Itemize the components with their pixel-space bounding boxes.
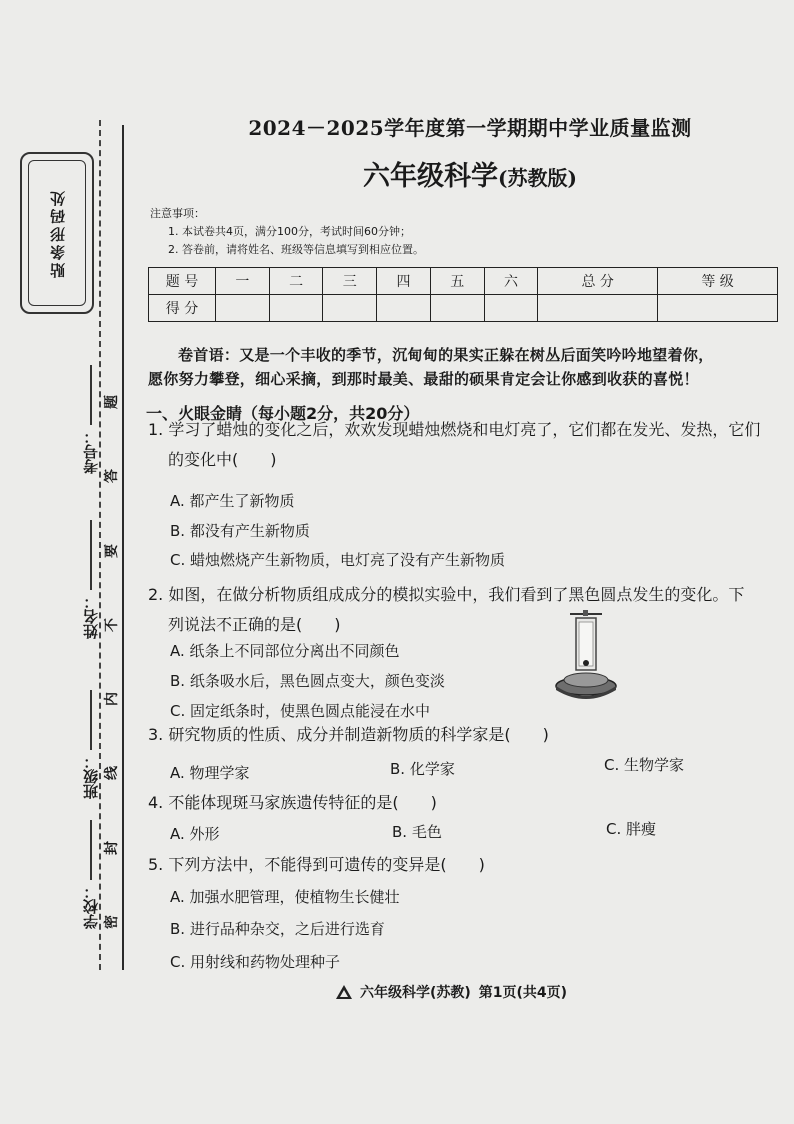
q1-option-a[interactable]: A. 都产生了新物质 [170,492,295,510]
margin-rule [122,125,124,970]
q4-option-a[interactable]: A. 外形 [170,825,220,843]
page-footer [336,982,567,1002]
q1-option-c[interactable]: C. 蜡烛燃烧产生新物质，电灯亮了没有产生新物质 [170,551,506,569]
school-label: 学校： [82,884,100,929]
q2-option-b[interactable]: B. 纸条吸水后，黑色圆点变大，颜色变淡 [170,672,445,690]
q4-option-c[interactable]: C. 胖瘦 [606,820,657,838]
q5-option-a[interactable]: A. 加强水肥管理，使植物生长健壮 [170,888,400,906]
q3-option-a[interactable]: A. 物理学家 [170,764,250,782]
class-field[interactable] [80,690,101,799]
exam-title: 2024－2025学年度第一学期期中学业质量监测 [248,116,692,140]
score-table [148,267,778,322]
question-4: 4. 不能体现斑马家族遗传特征的是( ) [148,793,437,812]
q1-option-b[interactable]: B. 都没有产生新物质 [170,522,310,540]
q5-option-c[interactable]: C. 用射线和药物处理种子 [170,953,341,971]
barcode-label-box [20,152,94,314]
question-5: 5. 下列方法中，不能得到可遗传的变异是( ) [148,855,485,874]
name-label: 姓名： [82,594,100,639]
publisher-logo-icon [336,985,352,999]
note-item: 1. 本试卷共4页，满分100分，考试时间60分钟； [168,225,411,238]
class-label: 班级： [82,754,100,799]
score-value-row: 得 分 [149,295,778,322]
q3-option-c[interactable]: C. 生物学家 [604,756,685,774]
school-field[interactable] [80,820,101,929]
question-1: 1. 学习了蜡烛的变化之后，欢欢发现蜡烛燃烧和电灯亮了，它们都在发光、发热，它们 的变化中( ) [148,420,761,469]
footer-page-number: 第1页(共4页) [478,985,568,1001]
subject-title: 六年级科学(苏教版) [363,161,577,192]
question-2: 2. 如图，在做分析物质组成成分的模拟实验中，我们看到了黑色圆点发生的变化。下 列说法不正确的是( ) [148,585,745,634]
note-item: 2. 答卷前，请将姓名、班级等信息填写到相应位置。 [168,243,424,256]
q2-option-a[interactable]: A. 纸条上不同部位分离出不同颜色 [170,642,400,660]
q3-option-b[interactable]: B. 化学家 [390,760,455,778]
q4-option-b[interactable]: B. 毛色 [392,823,442,841]
exam-number-field[interactable] [80,365,101,474]
preface: 卷首语：又是一个丰收的季节，沉甸甸的果实正躲在树丛后面笑吟吟地望着你， 愿你努力攀登，细心采摘，到那时最美、最甜的硕果肯定会让你感到收获的喜悦！ [148,346,714,388]
score-header-row: 题 号 一 二 三 四 五 六 总 分 等 级 [149,268,778,295]
chromatography-apparatus-image [548,606,638,706]
name-field[interactable] [80,520,101,639]
q2-option-c[interactable]: C. 固定纸条时，使黑色圆点能浸在水中 [170,702,431,720]
barcode-label: 贴条形码处 [48,188,67,278]
notes-heading: 注意事项： [150,207,205,220]
footer-subject: 六年级科学(苏教) [360,985,471,1001]
exam-number-label: 考号： [82,429,100,474]
question-3: 3. 研究物质的性质、成分并制造新物质的科学家是( ) [148,725,549,744]
seal-line-text: 题 答 要 不 内 线 封 密 [104,395,120,929]
section-heading: 一、火眼金睛（每小题2分，共20分） [146,404,420,423]
q5-option-b[interactable]: B. 进行品种杂交，之后进行选育 [170,920,385,938]
exam-notes [150,205,424,259]
